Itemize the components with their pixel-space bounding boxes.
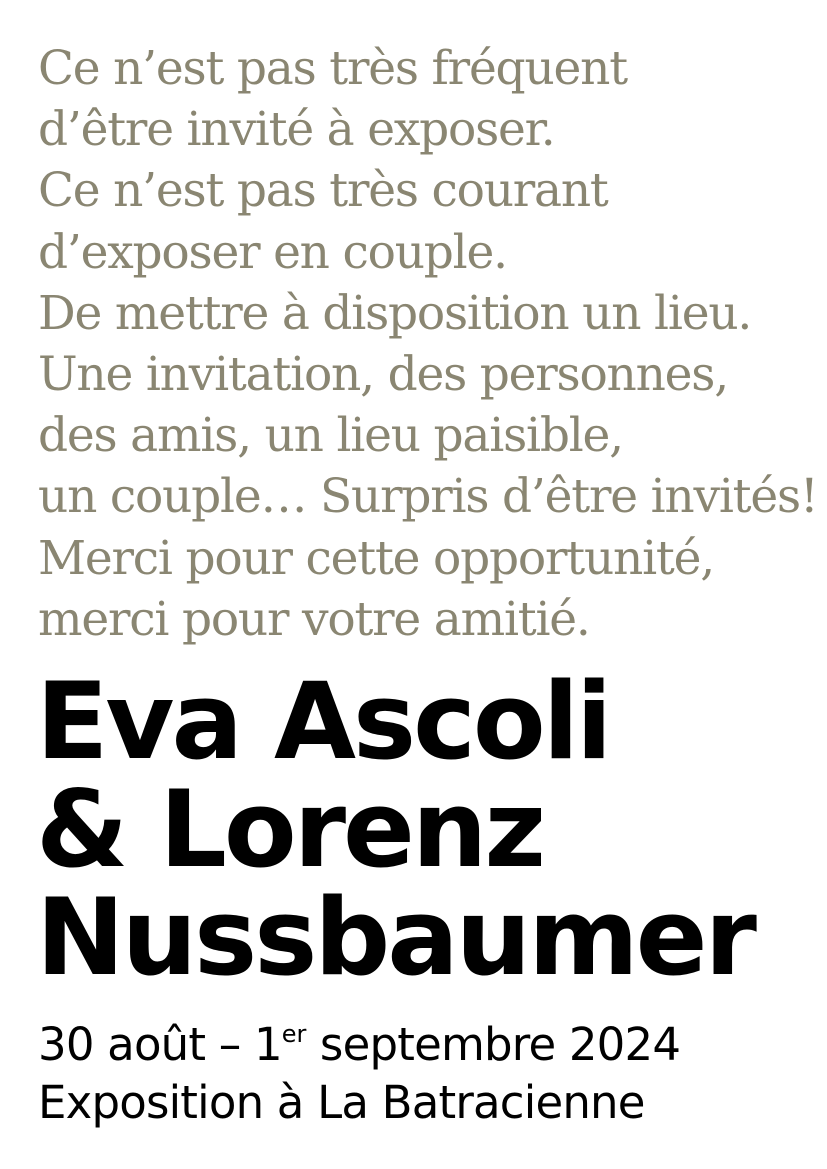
intro-line: Une invitation, des personnes, — [38, 346, 728, 402]
artist-name-line-1: Eva Ascoli — [36, 660, 610, 783]
dates-end: septembre 2024 — [306, 1018, 681, 1071]
event-venue: Exposition à La Batracienne — [38, 1076, 645, 1129]
intro-line: Ce n’est pas très courant — [38, 163, 608, 219]
intro-text-block — [38, 38, 818, 650]
event-dates — [38, 1016, 680, 1074]
intro-line: Ce n’est pas très fréquent — [38, 41, 627, 96]
intro-line: De mettre à disposition un lieu. — [38, 285, 752, 341]
event-details — [38, 1016, 680, 1132]
dates-start: 30 août – 1 — [38, 1018, 282, 1071]
intro-line: un couple… Surpris d’être invités! — [38, 469, 818, 525]
artist-names-heading — [36, 660, 754, 999]
artist-name-line-2: & Lorenz — [36, 768, 544, 891]
dates-ordinal-suffix: er — [281, 1020, 307, 1048]
intro-line: d’exposer en couple. — [38, 224, 507, 280]
intro-line: Merci pour cette opportunité, — [38, 530, 714, 586]
artist-name-line-3: Nussbaumer — [36, 876, 754, 999]
intro-line: merci pour votre amitié. — [38, 591, 590, 647]
intro-line: d’être invité à exposer. — [38, 102, 555, 158]
intro-line: des amis, un lieu paisible, — [38, 408, 623, 464]
